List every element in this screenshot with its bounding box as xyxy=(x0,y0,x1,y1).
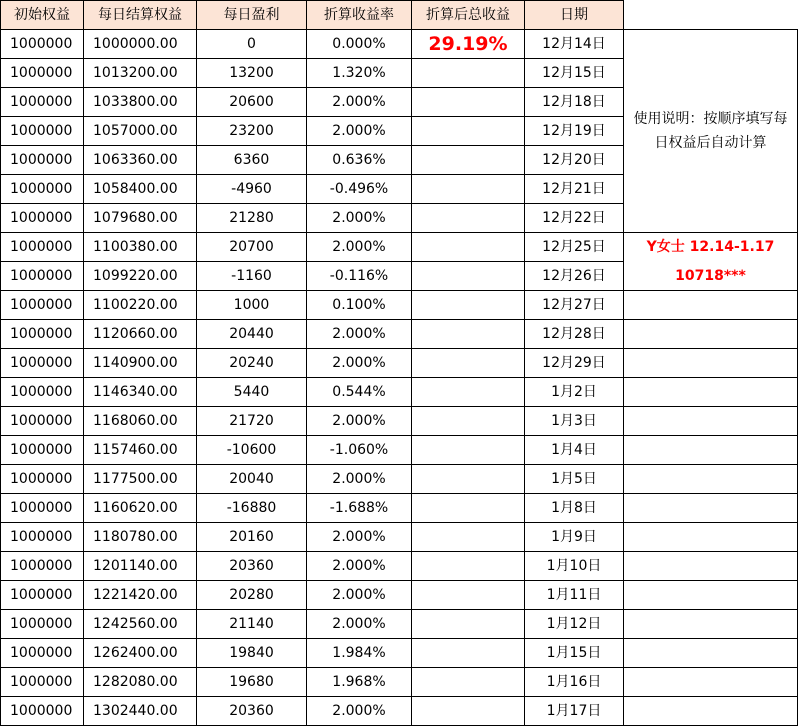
settlement-equity-cell: 1168060.00 xyxy=(84,407,197,436)
initial-equity-cell: 1000000 xyxy=(1,436,84,465)
settlement-equity-cell: 1302440.00 xyxy=(84,697,197,726)
initial-equity-cell: 1000000 xyxy=(1,668,84,697)
note-empty-cell xyxy=(624,320,798,349)
return-rate-cell: -0.116% xyxy=(307,262,412,291)
table-body xyxy=(1,30,798,726)
note-empty-cell xyxy=(624,436,798,465)
date-cell: 1月8日 xyxy=(525,494,624,523)
daily-profit-cell: 13200 xyxy=(197,59,307,88)
initial-equity-cell: 1000000 xyxy=(1,30,84,59)
daily-profit-cell: 5440 xyxy=(197,378,307,407)
date-cell: 1月17日 xyxy=(525,697,624,726)
total-return-empty-cell xyxy=(412,697,525,726)
table-row xyxy=(1,349,798,378)
settlement-equity-cell: 1099220.00 xyxy=(84,262,197,291)
initial-equity-cell: 1000000 xyxy=(1,88,84,117)
date-cell: 1月5日 xyxy=(525,465,624,494)
return-rate-cell: 0.544% xyxy=(307,378,412,407)
settlement-equity-cell: 1160620.00 xyxy=(84,494,197,523)
daily-profit-cell: -16880 xyxy=(197,494,307,523)
header-blank xyxy=(624,1,798,30)
table-row xyxy=(1,610,798,639)
usage-note: 使用说明：按顺序填写每日权益后自动计算 xyxy=(624,30,798,233)
table-row xyxy=(1,552,798,581)
date-cell: 1月2日 xyxy=(525,378,624,407)
settlement-equity-cell: 1058400.00 xyxy=(84,175,197,204)
initial-equity-cell: 1000000 xyxy=(1,291,84,320)
initial-equity-cell: 1000000 xyxy=(1,349,84,378)
total-return-empty-cell xyxy=(412,552,525,581)
table-row xyxy=(1,436,798,465)
total-return-empty-cell xyxy=(412,378,525,407)
settlement-equity-cell: 1120660.00 xyxy=(84,320,197,349)
settlement-equity-cell: 1100220.00 xyxy=(84,291,197,320)
table-row xyxy=(1,697,798,726)
total-return-empty-cell xyxy=(412,465,525,494)
daily-profit-cell: 1000 xyxy=(197,291,307,320)
total-return-empty-cell xyxy=(412,291,525,320)
initial-equity-cell: 1000000 xyxy=(1,465,84,494)
settlement-equity-cell: 1146340.00 xyxy=(84,378,197,407)
settlement-equity-cell: 1057000.00 xyxy=(84,117,197,146)
note-empty-cell xyxy=(624,639,798,668)
initial-equity-cell: 1000000 xyxy=(1,59,84,88)
table-row xyxy=(1,378,798,407)
return-rate-cell: 2.000% xyxy=(307,465,412,494)
settlement-equity-cell: 1157460.00 xyxy=(84,436,197,465)
daily-profit-cell: 20280 xyxy=(197,581,307,610)
return-rate-cell: -1.060% xyxy=(307,436,412,465)
total-return-empty-cell xyxy=(412,407,525,436)
date-cell: 12月20日 xyxy=(525,146,624,175)
note-empty-cell xyxy=(624,494,798,523)
daily-profit-cell: 19680 xyxy=(197,668,307,697)
initial-equity-cell: 1000000 xyxy=(1,146,84,175)
total-return-empty-cell xyxy=(412,610,525,639)
return-rate-cell: 0.000% xyxy=(307,30,412,59)
return-rate-cell: 2.000% xyxy=(307,407,412,436)
date-cell: 12月27日 xyxy=(525,291,624,320)
initial-equity-cell: 1000000 xyxy=(1,117,84,146)
return-rate-cell: 2.000% xyxy=(307,523,412,552)
date-cell: 1月9日 xyxy=(525,523,624,552)
return-rate-cell: 0.636% xyxy=(307,146,412,175)
note-empty-cell xyxy=(624,407,798,436)
total-return-empty-cell xyxy=(412,262,525,291)
note-empty-cell xyxy=(624,610,798,639)
initial-equity-cell: 1000000 xyxy=(1,697,84,726)
settlement-equity-cell: 1140900.00 xyxy=(84,349,197,378)
total-return-empty-cell xyxy=(412,349,525,378)
daily-profit-cell: -1160 xyxy=(197,262,307,291)
daily-profit-cell: -4960 xyxy=(197,175,307,204)
client-name-label: Y女士 12.14-1.17 xyxy=(624,233,798,262)
total-return-empty-cell xyxy=(412,320,525,349)
note-empty-cell xyxy=(624,291,798,320)
settlement-equity-cell: 1100380.00 xyxy=(84,233,197,262)
initial-equity-cell: 1000000 xyxy=(1,320,84,349)
note-empty-cell xyxy=(624,697,798,726)
daily-profit-cell: 0 xyxy=(197,30,307,59)
return-rate-cell: -1.688% xyxy=(307,494,412,523)
table-row xyxy=(1,523,798,552)
total-return-empty-cell xyxy=(412,204,525,233)
table-row xyxy=(1,494,798,523)
total-return-empty-cell xyxy=(412,59,525,88)
initial-equity-cell: 1000000 xyxy=(1,581,84,610)
initial-equity-cell: 1000000 xyxy=(1,378,84,407)
return-rate-cell: 2.000% xyxy=(307,320,412,349)
return-rate-cell: 0.100% xyxy=(307,291,412,320)
daily-profit-cell: 23200 xyxy=(197,117,307,146)
total-return-empty-cell xyxy=(412,639,525,668)
daily-profit-cell: 20700 xyxy=(197,233,307,262)
note-empty-cell xyxy=(624,552,798,581)
daily-profit-cell: 21280 xyxy=(197,204,307,233)
header-daily-settlement: 每日结算权益 xyxy=(84,1,197,30)
daily-profit-cell: 19840 xyxy=(197,639,307,668)
date-cell: 12月22日 xyxy=(525,204,624,233)
table-row xyxy=(1,320,798,349)
date-cell: 1月10日 xyxy=(525,552,624,581)
settlement-equity-cell: 1221420.00 xyxy=(84,581,197,610)
daily-profit-cell: 21720 xyxy=(197,407,307,436)
table-row xyxy=(1,233,798,262)
total-return-empty-cell xyxy=(412,494,525,523)
total-return-empty-cell xyxy=(412,146,525,175)
total-return-empty-cell xyxy=(412,436,525,465)
settlement-equity-cell: 1000000.00 xyxy=(84,30,197,59)
header-date: 日期 xyxy=(525,1,624,30)
note-empty-cell xyxy=(624,465,798,494)
settlement-equity-cell: 1033800.00 xyxy=(84,88,197,117)
return-rate-cell: 2.000% xyxy=(307,204,412,233)
settlement-equity-cell: 1063360.00 xyxy=(84,146,197,175)
total-return-empty-cell xyxy=(412,117,525,146)
daily-profit-cell: 20360 xyxy=(197,552,307,581)
daily-profit-cell: 6360 xyxy=(197,146,307,175)
settlement-equity-cell: 1177500.00 xyxy=(84,465,197,494)
date-cell: 12月26日 xyxy=(525,262,624,291)
daily-profit-cell: 21140 xyxy=(197,610,307,639)
date-cell: 1月11日 xyxy=(525,581,624,610)
daily-profit-cell: 20440 xyxy=(197,320,307,349)
header-daily-profit: 每日盈利 xyxy=(197,1,307,30)
date-cell: 12月25日 xyxy=(525,233,624,262)
daily-profit-cell: 20600 xyxy=(197,88,307,117)
note-empty-cell xyxy=(624,668,798,697)
table-row xyxy=(1,291,798,320)
total-return-empty-cell xyxy=(412,523,525,552)
return-rate-cell: 1.320% xyxy=(307,59,412,88)
table-row xyxy=(1,262,798,291)
table-row xyxy=(1,668,798,697)
return-rate-cell: 2.000% xyxy=(307,117,412,146)
initial-equity-cell: 1000000 xyxy=(1,175,84,204)
header-total-return: 折算后总收益 xyxy=(412,1,525,30)
note-empty-cell xyxy=(624,523,798,552)
return-rate-cell: 2.000% xyxy=(307,697,412,726)
settlement-equity-cell: 1282080.00 xyxy=(84,668,197,697)
settlement-equity-cell: 1262400.00 xyxy=(84,639,197,668)
header-initial-equity: 初始权益 xyxy=(1,1,84,30)
settlement-equity-cell: 1013200.00 xyxy=(84,59,197,88)
date-cell: 1月15日 xyxy=(525,639,624,668)
initial-equity-cell: 1000000 xyxy=(1,610,84,639)
return-rate-cell: 2.000% xyxy=(307,610,412,639)
total-return-empty-cell xyxy=(412,668,525,697)
initial-equity-cell: 1000000 xyxy=(1,639,84,668)
date-cell: 12月19日 xyxy=(525,117,624,146)
date-cell: 1月3日 xyxy=(525,407,624,436)
daily-profit-cell: 20240 xyxy=(197,349,307,378)
total-return-empty-cell xyxy=(412,233,525,262)
table-row xyxy=(1,581,798,610)
date-cell: 12月14日 xyxy=(525,30,624,59)
note-empty-cell xyxy=(624,581,798,610)
settlement-equity-cell: 1180780.00 xyxy=(84,523,197,552)
return-rate-cell: -0.496% xyxy=(307,175,412,204)
initial-equity-cell: 1000000 xyxy=(1,494,84,523)
note-empty-cell xyxy=(624,349,798,378)
note-empty-cell xyxy=(624,378,798,407)
table-row xyxy=(1,407,798,436)
daily-profit-cell: 20040 xyxy=(197,465,307,494)
return-rate-cell: 2.000% xyxy=(307,552,412,581)
initial-equity-cell: 1000000 xyxy=(1,407,84,436)
date-cell: 12月29日 xyxy=(525,349,624,378)
header-row xyxy=(1,1,798,30)
return-rate-cell: 1.984% xyxy=(307,639,412,668)
initial-equity-cell: 1000000 xyxy=(1,552,84,581)
date-cell: 1月16日 xyxy=(525,668,624,697)
date-cell: 1月12日 xyxy=(525,610,624,639)
total-return-empty-cell xyxy=(412,581,525,610)
initial-equity-cell: 1000000 xyxy=(1,262,84,291)
daily-profit-cell: 20360 xyxy=(197,697,307,726)
initial-equity-cell: 1000000 xyxy=(1,233,84,262)
date-cell: 12月18日 xyxy=(525,88,624,117)
table-row xyxy=(1,465,798,494)
client-id-label: 10718*** xyxy=(624,262,798,291)
return-rate-cell: 2.000% xyxy=(307,349,412,378)
return-rate-cell: 2.000% xyxy=(307,581,412,610)
settlement-equity-cell: 1201140.00 xyxy=(84,552,197,581)
table-row xyxy=(1,639,798,668)
daily-profit-cell: 20160 xyxy=(197,523,307,552)
date-cell: 12月15日 xyxy=(525,59,624,88)
settlement-equity-cell: 1079680.00 xyxy=(84,204,197,233)
initial-equity-cell: 1000000 xyxy=(1,204,84,233)
return-rate-cell: 1.968% xyxy=(307,668,412,697)
header-return-rate: 折算收益率 xyxy=(307,1,412,30)
total-return-empty-cell xyxy=(412,175,525,204)
date-cell: 12月28日 xyxy=(525,320,624,349)
date-cell: 1月4日 xyxy=(525,436,624,465)
return-rate-cell: 2.000% xyxy=(307,88,412,117)
initial-equity-cell: 1000000 xyxy=(1,523,84,552)
daily-profit-cell: -10600 xyxy=(197,436,307,465)
return-rate-cell: 2.000% xyxy=(307,233,412,262)
date-cell: 12月21日 xyxy=(525,175,624,204)
total-return-value: 29.19% xyxy=(412,30,525,59)
table-row xyxy=(1,30,798,59)
total-return-empty-cell xyxy=(412,88,525,117)
settlement-equity-cell: 1242560.00 xyxy=(84,610,197,639)
